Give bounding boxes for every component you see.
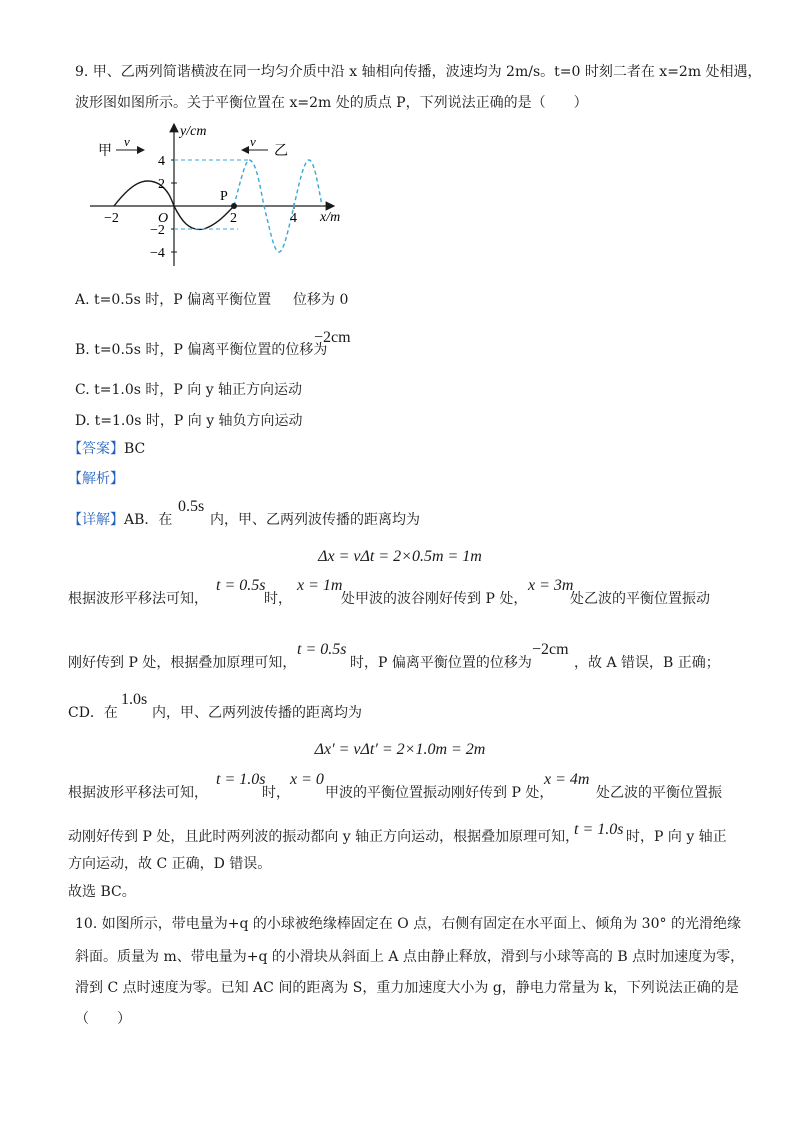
answer-value: BC xyxy=(124,441,146,457)
y-axis-label: y/cm xyxy=(180,124,207,139)
x-axis-label: x/m xyxy=(320,210,341,225)
x-tick-4: 4 xyxy=(290,211,297,226)
l4-a: 动刚好传到 P 处，且此时两列波的振动都向 y 轴正方向运动，根据叠加原理可知， xyxy=(68,829,580,845)
ab-intro: AB．在 xyxy=(124,512,173,528)
wave-b-v-label: v xyxy=(250,134,256,149)
q9-stem-line2: 波形图如图所示。关于平衡位置在 x=2m 处的质点 P，下列说法正确的是（ ） xyxy=(75,95,588,111)
wave-a-v-label: v xyxy=(124,134,130,149)
l1-d: 处乙波的平衡位置振动 xyxy=(570,591,710,607)
l4-t: t = 1.0s xyxy=(574,821,624,838)
l1-a: 根据波形平移法可知， xyxy=(68,591,208,607)
option-c-text: C. t=1.0s 时，P 向 y 轴正方向运动 xyxy=(75,382,303,398)
l4-b: 时，P 向 y 轴正 xyxy=(626,829,727,845)
l1-x1: x = 1m xyxy=(297,577,343,594)
y-tick-neg4: −4 xyxy=(150,246,165,261)
cd-tail: 内，甲、乙两列波传播的距离均为 xyxy=(152,705,362,721)
l5: 方向运动，故 C 正确，D 错误。 xyxy=(68,856,272,872)
l1-b: 时， xyxy=(264,591,292,607)
option-d-text: D. t=1.0s 时，P 向 y 轴负方向运动 xyxy=(75,413,303,429)
q10-line2: 斜面。质量为 m、带电量为+q 的小滑块从斜面上 A 点由静止释放，滑到与小球等高的 B 点时加速度为零， xyxy=(75,949,745,965)
option-a-text: A. t=0.5s 时，P 偏离平衡位置 xyxy=(75,292,272,308)
l1-x2: x = 3m xyxy=(528,577,574,594)
l1-t: t = 0.5s xyxy=(216,577,266,594)
equation-1: Δx = vΔt = 2×0.5m = 1m xyxy=(318,548,482,565)
l3-b: 时， xyxy=(262,785,290,801)
option-b-text: B. t=0.5s 时，P 偏离平衡位置的位移为 xyxy=(75,342,328,358)
q10-line3: 滑到 C 点时速度为零。已知 AC 间的距离为 S，重力加速度大小为 g，静电力常量为 k，下列说法正确的是 xyxy=(75,980,739,996)
l2-t: t = 0.5s xyxy=(297,641,347,658)
y-tick-4: 4 xyxy=(158,154,165,169)
l2-b: 时，P 偏离平衡位置的位移为 xyxy=(350,655,532,671)
y-tick-neg2: −2 xyxy=(150,223,165,238)
q10-line1: 10. 如图所示，带电量为+q 的小球被绝缘棒固定在 O 点，右侧有固定在水平面上、倾角为 30° 的光滑绝缘 xyxy=(75,916,741,932)
l3-x1: x = 0 xyxy=(290,771,324,788)
cd-time: 1.0s xyxy=(121,691,148,708)
wave-figure xyxy=(86,118,356,270)
y-tick-2: 2 xyxy=(158,177,165,192)
point-p xyxy=(231,203,237,209)
l3-c: 甲波的平衡位置振动刚好传到 P 处， xyxy=(325,785,554,801)
l1-c: 处甲波的波谷刚好传到 P 处， xyxy=(341,591,528,607)
x-tick-2: 2 xyxy=(230,211,237,226)
option-a-tail: 位移为 0 xyxy=(293,292,349,308)
answer-tag: 【答案】 xyxy=(68,441,124,457)
l3-a: 根据波形平移法可知， xyxy=(68,785,208,801)
option-b-value: −2cm xyxy=(314,329,351,346)
wave-a-label: 甲 xyxy=(98,144,112,159)
equation-2: Δx′ = vΔt′ = 2×1.0m = 2m xyxy=(314,741,486,758)
detail-tag: 【详解】 xyxy=(68,512,124,528)
l2-value: −2cm xyxy=(532,641,569,658)
q10-line4: （ ） xyxy=(75,1011,131,1027)
ab-time: 0.5s xyxy=(178,498,205,515)
l3-d: 处乙波的平衡位置振 xyxy=(596,785,722,801)
l2-a: 刚好传到 P 处，根据叠加原理可知， xyxy=(68,655,297,671)
l6: 故选 BC。 xyxy=(68,884,136,900)
point-p-label: P xyxy=(220,189,228,204)
l3-t: t = 1.0s xyxy=(216,771,266,788)
x-tick-neg2: −2 xyxy=(104,211,119,226)
q9-stem-line1: 9. 甲、乙两列简谐横波在同一均匀介质中沿 x 轴相向传播，波速均为 2m/s。t=0 时刻二者在 x=2m 处相遇， xyxy=(75,64,762,80)
origin-label: O xyxy=(158,211,169,226)
cd-intro: CD．在 xyxy=(68,705,118,721)
wave-b-label: 乙 xyxy=(274,144,288,159)
l3-x2: x = 4m xyxy=(544,771,590,788)
analysis-tag: 【解析】 xyxy=(68,471,124,487)
l2-c: ，故 A 错误，B 正确； xyxy=(574,655,720,671)
answer-line xyxy=(68,439,145,459)
detail-line-ab xyxy=(68,510,172,530)
ab-tail: 内，甲、乙两列波传播的距离均为 xyxy=(210,512,420,528)
